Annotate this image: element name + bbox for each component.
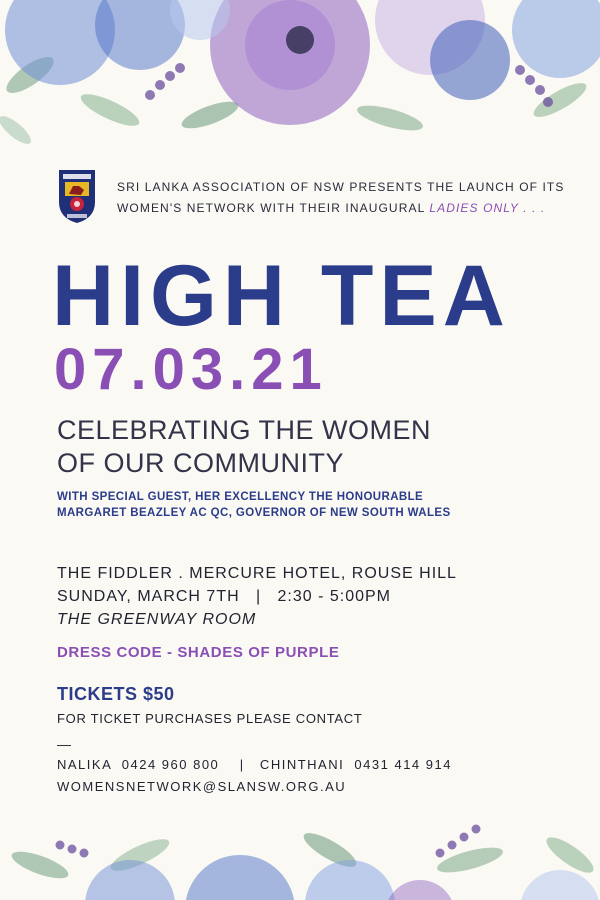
event-date: 07.03.21 [54, 337, 328, 402]
bottom-floral-border [0, 815, 600, 900]
event-tagline [57, 414, 577, 480]
venue-room: THE GREENWAY ROOM [57, 611, 257, 628]
event-title: HIGH TEA [52, 248, 511, 344]
tagline-line-2: OF OUR COMMUNITY [57, 448, 344, 478]
divider-dash: — [57, 736, 71, 752]
dress-code: DRESS CODE - SHADES OF PURPLE [57, 644, 340, 661]
intro-line-1: SRI LANKA ASSOCIATION OF NSW PRESENTS THE LAUNCH OF ITS [117, 180, 565, 194]
intro-line-2 [117, 198, 564, 219]
contact-details [57, 754, 452, 798]
intro-line-2-text: WOMEN'S NETWORK WITH THEIR INAUGURAL [117, 201, 425, 215]
header [57, 168, 577, 224]
venue-details [57, 562, 577, 631]
ticket-purchase-note: FOR TICKET PURCHASES PLEASE CONTACT [57, 711, 363, 726]
venue-time: SUNDAY, MARCH 7TH | 2:30 - 5:00PM [57, 588, 391, 605]
guest-line-2: MARGARET BEAZLEY AC QC, GOVERNOR OF NEW SOUTH WALES [57, 507, 451, 519]
ticket-price: TICKETS $50 [57, 684, 175, 704]
top-floral-border [0, 0, 600, 150]
contact-phones: NALIKA 0424 960 800 | CHINTHANI 0431 414 914 [57, 757, 452, 772]
guest-line-1: WITH SPECIAL GUEST, HER EXCELLENCY THE HONOURABLE [57, 491, 424, 503]
special-guest [57, 489, 577, 521]
tagline-line-1: CELEBRATING THE WOMEN [57, 415, 432, 445]
intro-text [117, 177, 564, 219]
contact-email[interactable]: WOMENSNETWORK@SLANSW.ORG.AU [57, 779, 347, 794]
venue-location: THE FIDDLER . MERCURE HOTEL, ROUSE HILL [57, 565, 457, 582]
association-crest-icon [57, 168, 97, 224]
ladies-only-accent: LADIES ONLY . . . [429, 201, 546, 215]
